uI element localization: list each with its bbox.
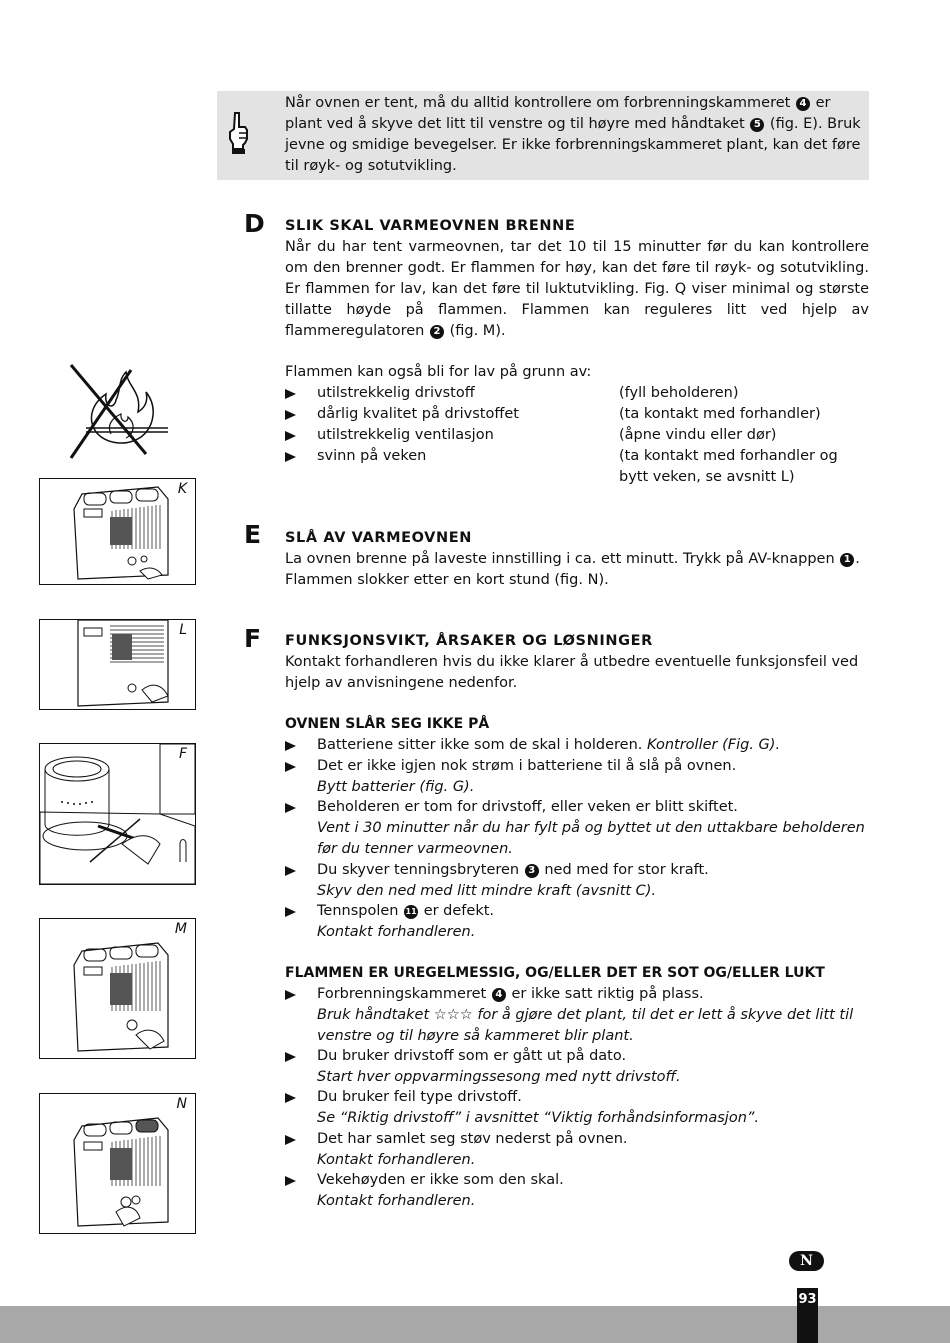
page-number: 93: [797, 1288, 818, 1343]
section-e-paragraph: La ovnen brenne på laveste innstilling i ca. ett minutt. Trykk på AV-knappen 1 . Flammen slokker etter en kort stund (fig. N).: [285, 551, 860, 588]
section-title-e: SLÅ AV VARMEOVNEN: [285, 530, 472, 546]
figure-label: N: [176, 1096, 187, 1112]
figure-m: [39, 918, 196, 1059]
bullet-arrow-icon: [285, 990, 296, 1000]
no-open-flame-icon: [66, 362, 172, 462]
part-number-badge: 2: [430, 325, 444, 339]
pointing-hand-icon: [223, 111, 253, 155]
heater-illustration: [40, 479, 195, 584]
notice-box: [217, 91, 869, 180]
section-title-f: FUNKSJONSVIKT, ÅRSAKER OG LØSNINGER: [285, 633, 653, 649]
bullet-arrow-icon: [285, 741, 296, 751]
figure-n: [39, 1093, 196, 1234]
bullet-arrow-icon: [285, 803, 296, 813]
subsection-title: FLAMMEN ER UREGELMESSIG, OG/ELLER DET ER SOT OG/ELLER LUKT: [285, 965, 825, 981]
bullet-arrow-icon: [285, 762, 296, 772]
figure-l: [39, 619, 196, 710]
section-f-intro: Kontakt forhandleren hvis du ikke klarer å utbedre eventuelle funksjonsfeil ved hjelp av anvisningene nedenfor.: [285, 654, 859, 691]
section-title-d: SLIK SKAL VARMEOVNEN BRENNE: [285, 218, 576, 234]
bullet-arrow-icon: [285, 431, 296, 441]
figure-f: [39, 743, 196, 885]
section-letter-e: E: [244, 520, 262, 549]
figure-label: K: [177, 481, 187, 497]
flame-low-intro: Flammen kan også bli for lav på grunn av:: [285, 364, 592, 380]
language-badge: N: [789, 1251, 824, 1271]
figure-label: F: [178, 746, 187, 762]
bullet-arrow-icon: [285, 866, 296, 876]
bullet-arrow-icon: [285, 1135, 296, 1145]
bullet-arrow-icon: [285, 1093, 296, 1103]
bullet-arrow-icon: [285, 389, 296, 399]
burner-illustration: [40, 744, 195, 884]
section-d-paragraph: Når du har tent varmeovnen, tar det 10 til 15 minutter før du kan kontrollere om den brenner godt. Er flammen for høy, kan det føre til røyk- og sotutvikling. Er flammen for lav, kan det føre til luktutvikling. Fig. Q viser minimal og største tillatte høyde på flammen. Flammen kan reguleres litt ved hjelp av flammeregulatoren 2 (fig. M).: [285, 239, 869, 339]
subsection-title: OVNEN SLÅR SEG IKKE PÅ: [285, 716, 490, 732]
bullet-arrow-icon: [285, 1052, 296, 1062]
section-letter-d: D: [244, 209, 265, 238]
figure-label: M: [174, 921, 187, 937]
bullet-arrow-icon: [285, 410, 296, 420]
part-number-badge: 5: [750, 118, 764, 132]
part-number-badge: 11: [404, 905, 418, 919]
heater-illustration: [40, 919, 195, 1058]
part-number-badge: 1: [840, 553, 854, 567]
heater-illustration: [40, 620, 195, 709]
bullet-arrow-icon: [285, 1176, 296, 1186]
part-number-badge: 4: [492, 988, 506, 1002]
section-letter-f: F: [244, 624, 262, 653]
notice-text: Når ovnen er tent, må du alltid kontrollere om forbrenningskammeret 4 er plant ved å skyve det litt til venstre og til høyre med håndtaket 5 (fig. E). Bruk jevne og smidige bevegelser. Er ikke forbrenningskammeret plant, kan det føre til røyk- og sotutvikling.: [285, 95, 861, 174]
heater-illustration: [40, 1094, 195, 1233]
figure-k: [39, 478, 196, 585]
bullet-arrow-icon: [285, 907, 296, 917]
figure-label: L: [179, 622, 187, 638]
part-number-badge: 4: [796, 97, 810, 111]
bullet-arrow-icon: [285, 452, 296, 462]
part-number-badge: 3: [525, 864, 539, 878]
